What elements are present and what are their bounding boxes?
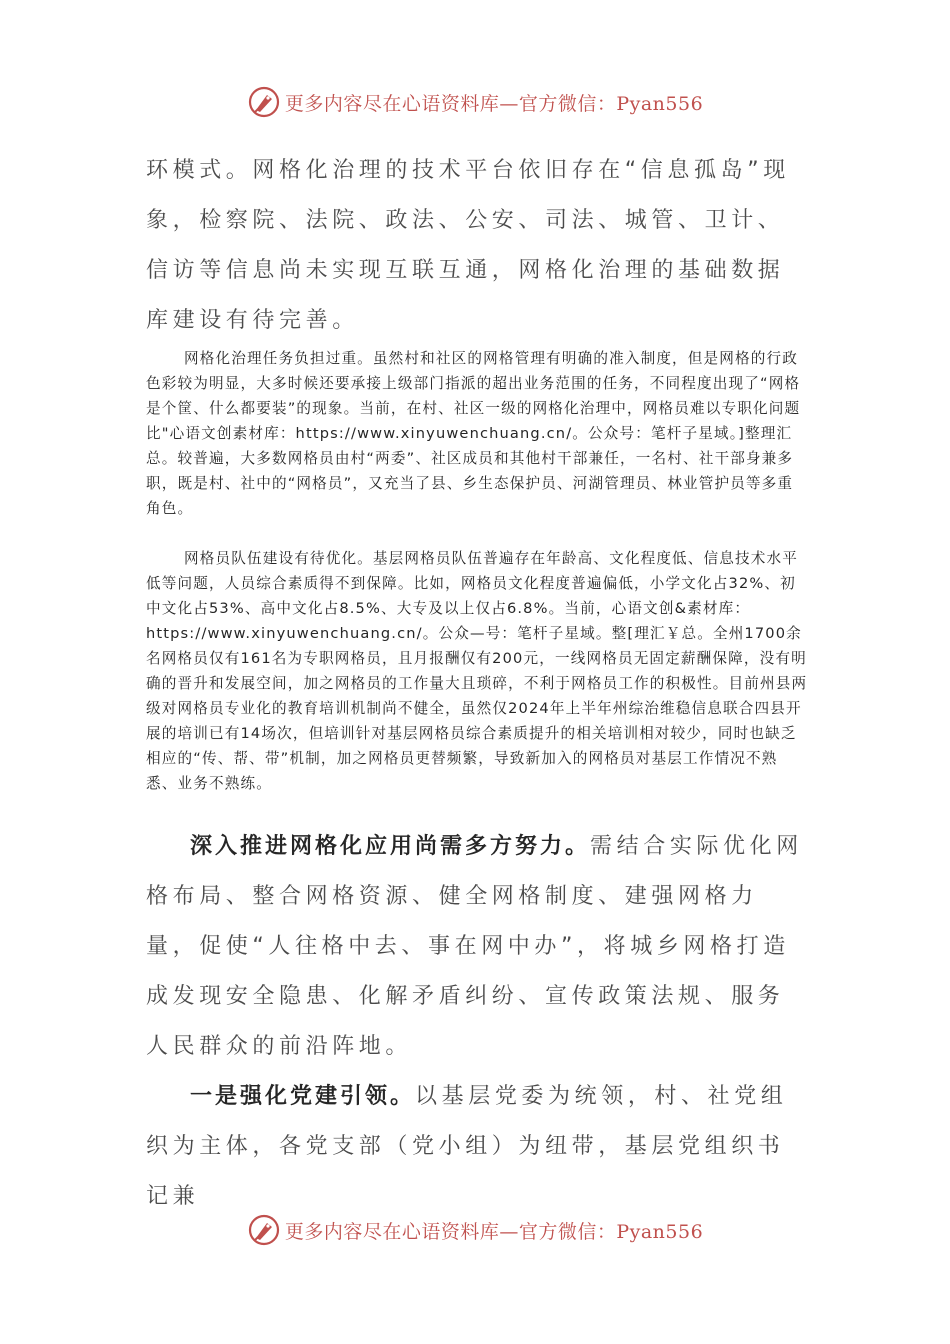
header-watermark-banner [0,82,950,122]
paragraph-party-leadership [146,1072,806,1222]
watermark-text: 更多内容尽在心语资料库—官方微信：Pyan556 [284,92,704,115]
paragraph-heading-bold: 一是强化党建引领。 [190,1084,416,1109]
paragraph-deepen-application [146,822,806,1072]
watermark-text: 更多内容尽在心语资料库—官方微信：Pyan556 [284,1220,704,1243]
footer-watermark-banner [0,1210,950,1250]
pen-nib-logo-icon [247,85,281,119]
paragraph-body: 需结合实际优化网格布局、整合网格资源、健全网格制度、建强网格力量，促使“人往格中去、事在网中办”，将城乡网格打造成发现安全隐患、化解矛盾纠纷、宣传政策法规、服务人民群众的前沿阵地。 [146,834,803,1059]
paragraph-heading-bold: 深入推进网格化应用尚需多方努力。 [190,834,591,859]
pen-nib-logo-icon [247,1213,281,1247]
paragraph-body: 以基层党委为统领，村、社党组织为主体，各党支部（党小组）为纽带，基层党组织书记兼 [146,1084,788,1209]
paragraph-task-burden: 网格化治理任务负担过重。虽然村和社区的网格管理有明确的准入制度，但是网格的行政色彩较为明显，大多时候还要承接上级部门指派的超出业务范围的任务，不同程度出现了“网格是个筐、什么都要装”的现象。当前，在村、社区一级的网格化治理中，网格员难以专职化问题比"心语文创素材库：https://www.xinyuwenchuang.cn/。公众号：笔杆子星域。]整理汇总。较普遍，大多数网格员由村“两委”、社区成员和其他村干部兼任，一名村、社干部身兼多职，既是村、社中的“网格员”，又充当了县、乡生态保护员、河湖管理员、林业管护员等多重角色。 [146,350,801,517]
paragraph-team-building: 网格员队伍建设有待优化。基层网格员队伍普遍存在年龄高、文化程度低、信息技术水平低等问题，人员综合素质得不到保障。比如，网格员文化程度普遍偏低，小学文化占32%、初中文化占53%、高中文化占8.5%、大专及以上仅占6.8%。当前，心语文创&素材库：https://www.xinyuwenchuang.cn/。公众—号：笔杆子星域。整[理汇￥总。全州1700余名网格员仅有161名为专职网格员，且月报酬仅有200元，一线网格员无固定薪酬保障，没有明确的晋升和发展空间，加之网格员的工作量大且琐碎，不利于网格员工作的积极性。目前州县两级对网格员专业化的教育培训机制尚不健全，虽然仅2024年上半年州综治维稳信息联合四县开展的培训已有14场次，但培训针对基层网格员综合素质提升的相关培训相对较少，同时也缺乏相应的“传、帮、带”机制，加之网格员更替频繁，导致新加入的网格员对基层工作情况不熟悉、业务不熟练。 [146,550,808,792]
paragraph-info-silo: 环模式。网格化治理的技术平台依旧存在“信息孤岛”现象，检察院、法院、政法、公安、司法、城管、卫计、信访等信息尚未实现互联互通，网格化治理的基础数据库建设有待完善。 [146,158,790,333]
